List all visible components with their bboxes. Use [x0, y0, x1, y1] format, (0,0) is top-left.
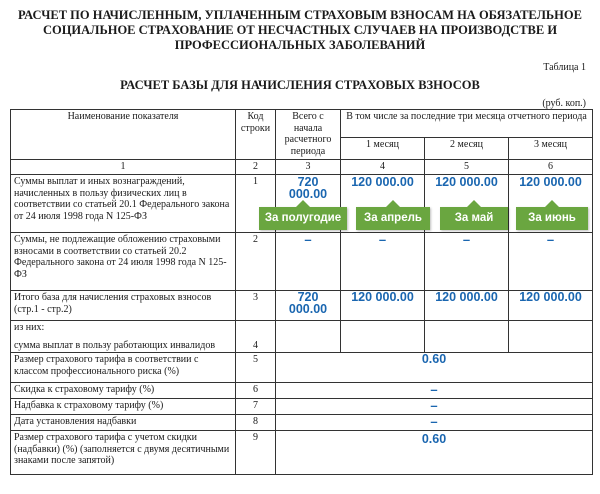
column-number: 1: [11, 160, 236, 175]
column-number: 3: [276, 160, 341, 175]
callout-may: За май: [440, 207, 508, 230]
header-month-3: 3 месяц: [509, 138, 593, 160]
row-9-label: Размер страхового тарифа с учетом скидки (надбавки) (%) (заполняется с двумя десятичными знаками после запятой): [11, 431, 236, 475]
report-title: [0, 8, 600, 53]
column-number: 2: [236, 160, 276, 175]
insurance-base-table: [10, 109, 593, 475]
row-5-value: 0.60: [276, 353, 593, 383]
row-5-code: 5: [236, 353, 276, 383]
callout-half-year: За полугодие: [259, 207, 347, 230]
row-1-month-1: 120 000.00: [341, 175, 425, 233]
callout-june: За июнь: [516, 207, 588, 230]
row-1-code: 1: [236, 175, 276, 233]
header-total: Всего с начала расчетного периода: [276, 110, 341, 160]
header-last-three-months: В том числе за последние три месяца отчетного периода: [341, 110, 593, 138]
row-2-month-2: –: [425, 233, 509, 291]
table-row: [11, 233, 593, 291]
row-9-code: 9: [236, 431, 276, 475]
row-4-month-1: [341, 321, 425, 353]
header-month-2: 2 месяц: [425, 138, 509, 160]
table-subtitle: РАСЧЕТ БАЗЫ ДЛЯ НАЧИСЛЕНИЯ СТРАХОВЫХ ВЗНОСОВ: [120, 78, 480, 92]
row-1-total: 720 000.00: [276, 175, 341, 233]
row-8-code: 8: [236, 415, 276, 431]
row-8-label: Дата установления надбавки: [11, 415, 236, 431]
row-5-label: Размер страхового тарифа в соответствии с классом профессионального риска (%): [11, 353, 236, 383]
report-title-line-3: ПРОФЕССИОНАЛЬНЫХ ЗАБОЛЕВАНИЙ: [174, 38, 426, 52]
row-3-code: 3: [236, 291, 276, 321]
row-7-value: –: [276, 399, 593, 415]
row-1-month-2: 120 000.00: [425, 175, 509, 233]
table-row: [11, 321, 593, 353]
header-code: Код строки: [236, 110, 276, 160]
row-3-month-3: 120 000.00: [509, 291, 593, 321]
row-3-total: 720 000.00: [276, 291, 341, 321]
row-6-code: 6: [236, 383, 276, 399]
row-3-month-1: 120 000.00: [341, 291, 425, 321]
row-6-value: –: [276, 383, 593, 399]
column-number-row: [11, 160, 593, 175]
row-6-label: Скидка к страховому тарифу (%): [11, 383, 236, 399]
callout-april: За апрель: [356, 207, 430, 230]
row-4-month-2: [425, 321, 509, 353]
report-title-line-1: РАСЧЕТ ПО НАЧИСЛЕННЫМ, УПЛАЧЕННЫМ СТРАХОВЫМ ВЗНОСАМ НА ОБЯЗАТЕЛЬНОЕ: [18, 8, 582, 22]
table-row: [11, 383, 593, 399]
column-number: 6: [509, 160, 593, 175]
report-title-line-2: СОЦИАЛЬНОЕ СТРАХОВАНИЕ ОТ НЕСЧАСТНЫХ СЛУЧАЕВ НА ПРОИЗВОДСТВЕ И: [42, 23, 558, 37]
row-7-label: Надбавка к страховому тарифу (%): [11, 399, 236, 415]
header-name: Наименование показателя: [11, 110, 236, 160]
row-2-month-3: –: [509, 233, 593, 291]
row-1-month-3: 120 000.00: [509, 175, 593, 233]
column-number: 5: [425, 160, 509, 175]
row-4-label-b: сумма выплат в пользу работающих инвалидов: [14, 339, 216, 351]
row-2-code: 2: [236, 233, 276, 291]
row-9-value: 0.60: [276, 431, 593, 475]
row-4-label-a: из них:: [14, 322, 45, 333]
row-2-month-1: –: [341, 233, 425, 291]
table-row: [11, 431, 593, 475]
table-row: [11, 399, 593, 415]
row-4-month-3: [509, 321, 593, 353]
row-3-month-2: 120 000.00: [425, 291, 509, 321]
row-4-label: [11, 321, 236, 353]
row-8-value: –: [276, 415, 593, 431]
row-2-total: –: [276, 233, 341, 291]
row-4-total: [276, 321, 341, 353]
header-month-1: 1 месяц: [341, 138, 425, 160]
units-note: (руб. коп.): [542, 98, 586, 109]
row-4-code: 4: [236, 321, 276, 353]
table-row: [11, 353, 593, 383]
row-1-label: Суммы выплат и иных вознаграждений, начисленных в пользу физических лиц в соответствии со статьей 20.1 Федерального закона от 24 июля 1998 года N 125-ФЗ: [11, 175, 236, 233]
table-number: Таблица 1: [543, 62, 586, 73]
column-number: 4: [341, 160, 425, 175]
row-3-label: Итого база для начисления страховых взносов (стр.1 - стр.2): [11, 291, 236, 321]
row-7-code: 7: [236, 399, 276, 415]
table-row: [11, 415, 593, 431]
table-row: [11, 291, 593, 321]
row-2-label: Суммы, не подлежащие обложению страховыми взносами в соответствии со статьей 20.2 Федерального закона от 24 июля 1998 года N 125-ФЗ: [11, 233, 236, 291]
